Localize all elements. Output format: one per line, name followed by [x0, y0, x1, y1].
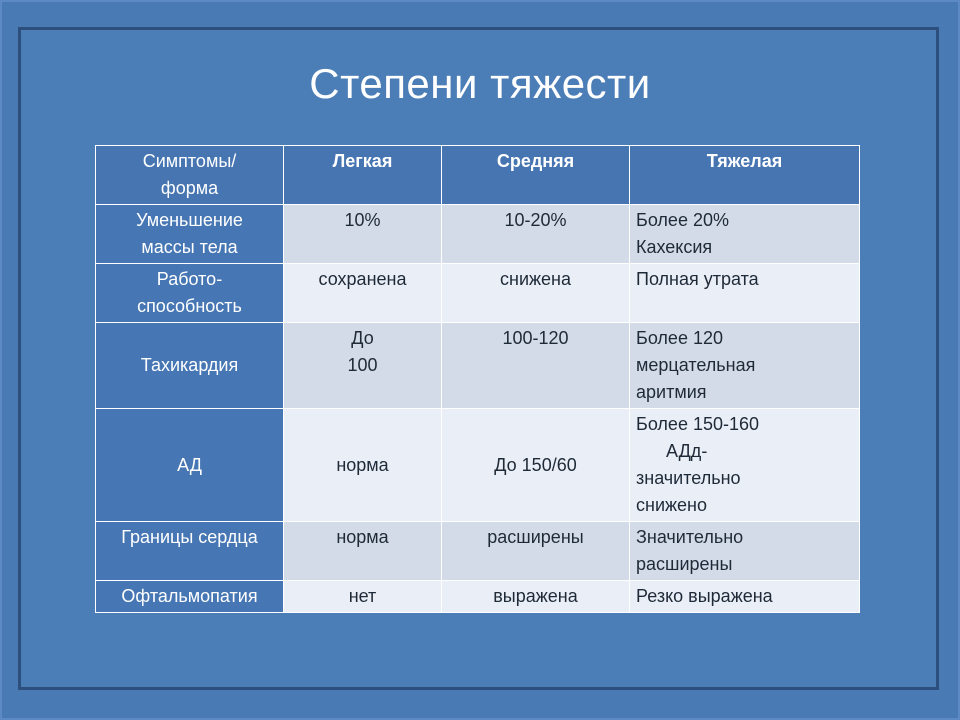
cell-moderate: 100-120 — [442, 323, 630, 409]
table-row — [96, 323, 860, 409]
row-symptom: Границы сердца — [96, 522, 284, 581]
cell-mild: норма — [284, 409, 442, 522]
row-symptom: Тахикардия — [96, 323, 284, 409]
cell-moderate: снижена — [442, 264, 630, 323]
header-mild: Легкая — [284, 146, 442, 205]
header-severe: Тяжелая — [630, 146, 860, 205]
cell-severe: Более 20% Кахексия — [630, 205, 860, 264]
cell-mild: норма — [284, 522, 442, 581]
cell-severe: Более 120 мерцательная аритмия — [630, 323, 860, 409]
row-symptom: Офтальмопатия — [96, 581, 284, 613]
table-row — [96, 264, 860, 323]
table-row — [96, 581, 860, 613]
cell-severe: Более 150-160 АДд- значительно снижено — [630, 409, 860, 522]
row-symptom: Уменьшение массы тела — [96, 205, 284, 264]
row-symptom: АД — [96, 409, 284, 522]
cell-mild: нет — [284, 581, 442, 613]
table-row — [96, 409, 860, 522]
cell-moderate: выражена — [442, 581, 630, 613]
cell-mild: сохранена — [284, 264, 442, 323]
row-symptom: Работо- способность — [96, 264, 284, 323]
cell-moderate: 10-20% — [442, 205, 630, 264]
severity-table — [95, 145, 860, 613]
header-symptoms: Симптомы/ форма — [96, 146, 284, 205]
table-row — [96, 522, 860, 581]
cell-severe: Значительно расширены — [630, 522, 860, 581]
cell-moderate: До 150/60 — [442, 409, 630, 522]
cell-mild: До 100 — [284, 323, 442, 409]
cell-mild: 10% — [284, 205, 442, 264]
slide-title: Степени тяжести — [309, 60, 651, 107]
table-header-row — [96, 146, 860, 205]
cell-severe: Резко выражена — [630, 581, 860, 613]
cell-moderate: расширены — [442, 522, 630, 581]
header-moderate: Средняя — [442, 146, 630, 205]
table-row — [96, 205, 860, 264]
cell-severe: Полная утрата — [630, 264, 860, 323]
